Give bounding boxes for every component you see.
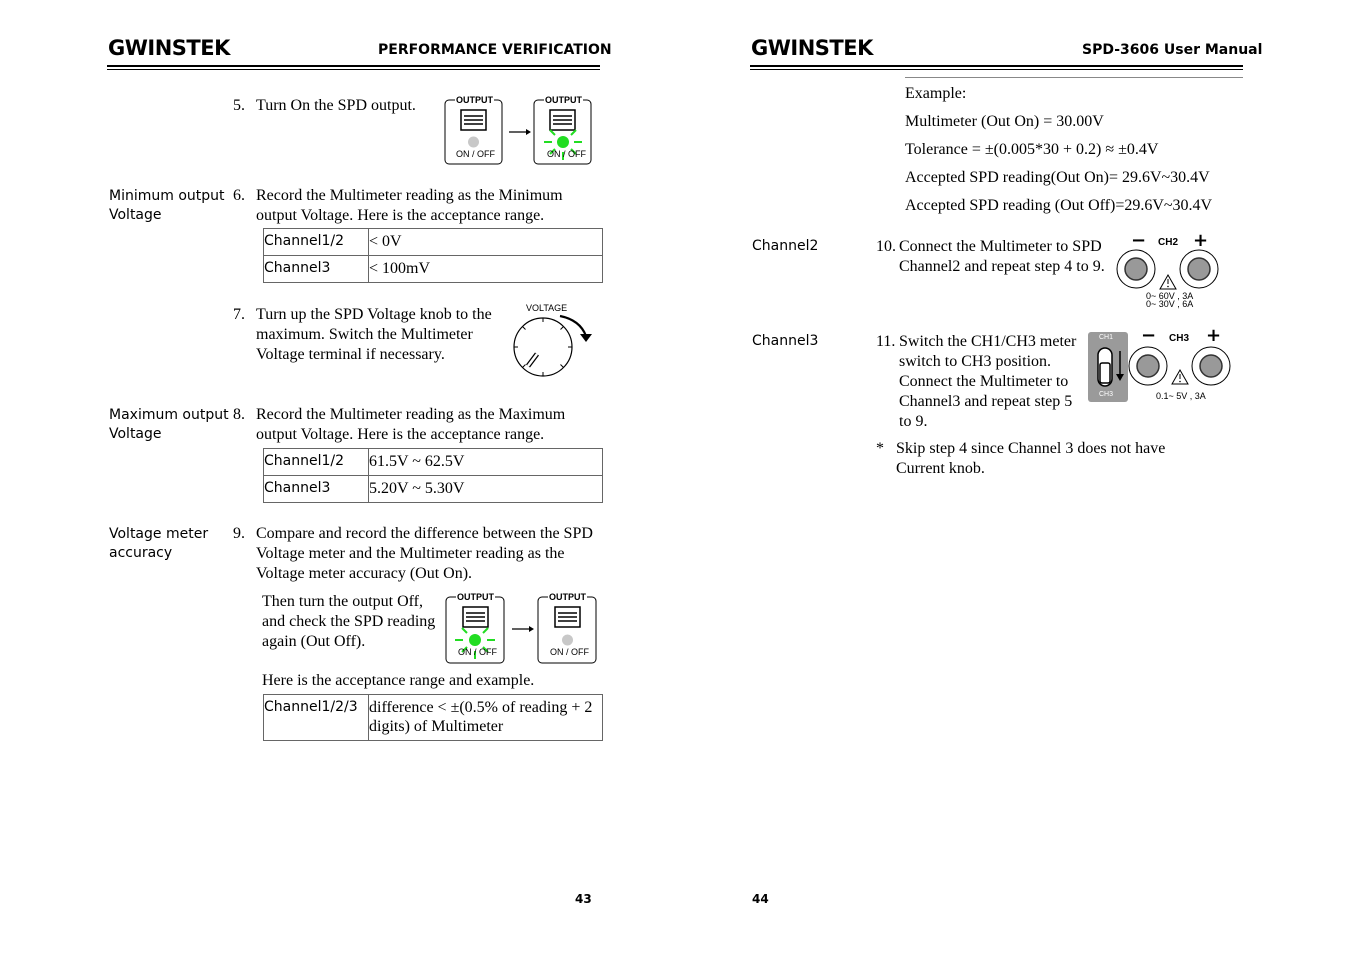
example-line: Multimeter (Out On) = 30.00V (905, 113, 1104, 130)
ch3-label: CH3 (1169, 333, 1190, 344)
ch2-rating: 0~ 60V , 3A (1146, 291, 1194, 301)
voltage-knob-icon (508, 312, 594, 382)
table-cell: Channel1/2 (264, 449, 369, 476)
ch2-rating: 0~ 30V , 6A (1146, 299, 1194, 309)
step-text: Record the Multimeter reading as the Maximum output Voltage. Here is the acceptance range. (256, 406, 566, 443)
table-cell: 5.20V ~ 5.30V (369, 476, 603, 503)
table-cell: Channel1/2 (264, 229, 369, 256)
voltage-knob-label: VOLTAGE (526, 303, 568, 313)
table-cell: Channel3 (264, 256, 369, 283)
example-line: Accepted SPD reading (Out Off)=29.6V~30.4V (905, 197, 1213, 214)
plus-icon: + (1206, 325, 1222, 346)
example-line: Example: (905, 85, 967, 102)
note-marker: * (876, 440, 884, 457)
step-text: Compare and record the difference between the SPD Voltage meter and the Multimeter reading as the Voltage meter accuracy (Out On). (256, 525, 593, 582)
max-voltage-table (263, 448, 603, 503)
step-number: 8. (233, 406, 245, 423)
section-label-min-output: Minimum output Voltage (109, 188, 225, 223)
table-cell: Channel3 (264, 476, 369, 503)
section-label-voltage-accuracy: Voltage meter accuracy (109, 526, 209, 561)
table-row (264, 449, 603, 476)
step-text: Turn On the SPD output. (256, 97, 416, 114)
step-text: Record the Multimeter reading as the Minimum output Voltage. Here is the acceptance range. (256, 187, 563, 224)
onoff-label: ON / OFF (456, 149, 495, 159)
output-label: OUTPUT (457, 592, 494, 602)
onoff-label: ON / OFF (547, 149, 586, 159)
table-row (264, 256, 603, 283)
ch2-terminals-diagram (1114, 246, 1224, 296)
page-header-title: PERFORMANCE VERIFICATION (378, 42, 612, 58)
step-number: 10. (876, 238, 896, 255)
header-rule-thin (107, 69, 600, 70)
table-cell: difference < ±(0.5% of reading + 2 digits) of Multimeter (369, 695, 603, 741)
onoff-label: ON / OFF (550, 647, 589, 657)
brand-logo: GWINSTEK (108, 36, 230, 60)
section-label-channel3: Channel3 (752, 333, 819, 349)
ch3-rating: 0.1~ 5V , 3A (1156, 391, 1206, 401)
step-number: 9. (233, 525, 245, 542)
onoff-label: ON / OFF (458, 647, 497, 657)
min-voltage-table (263, 228, 603, 283)
brand-logo: GWINSTEK (751, 36, 873, 60)
table-row (264, 476, 603, 503)
output-label: OUTPUT (545, 95, 582, 105)
page-number: 44 (752, 892, 769, 906)
step-text: Here is the acceptance range and example. (262, 672, 535, 689)
plus-icon: + (1193, 230, 1209, 251)
header-rule (750, 65, 1243, 67)
table-row (264, 695, 603, 741)
table-cell: 61.5V ~ 62.5V (369, 449, 603, 476)
page-number: 43 (575, 892, 592, 906)
step-text: Switch the CH1/CH3 meter switch to CH3 position. Connect the Multimeter to Channel3 and repeat step 5 to 9. (899, 333, 1077, 430)
continuation-rule (905, 77, 1243, 78)
step-text: Connect the Multimeter to SPD Channel2 and repeat step 4 to 9. (899, 238, 1105, 275)
step-text: Turn up the SPD Voltage knob to the maximum. Switch the Multimeter Voltage terminal if necessary. (256, 306, 492, 363)
page-header-title: SPD-3606 User Manual (1082, 42, 1263, 58)
output-label: OUTPUT (549, 592, 586, 602)
output-label: OUTPUT (456, 95, 493, 105)
table-cell: < 0V (369, 229, 603, 256)
switch-ch3-label: CH3 (1099, 391, 1114, 398)
example-line: Accepted SPD reading(Out On)= 29.6V~30.4V (905, 169, 1210, 186)
step-number: 7. (233, 306, 245, 323)
minus-icon: − (1131, 230, 1147, 251)
table-row (264, 229, 603, 256)
section-label-channel2: Channel2 (752, 238, 819, 254)
note-text: Skip step 4 since Channel 3 does not have Current knob. (896, 440, 1166, 477)
header-rule (107, 65, 600, 67)
table-cell: Channel1/2/3 (264, 695, 369, 741)
accuracy-table (263, 694, 603, 741)
example-line: Tolerance = ±(0.005*30 + 0.2) ≈ ±0.4V (905, 141, 1159, 158)
section-label-max-output: Maximum output Voltage (109, 407, 229, 442)
step-number: 11. (876, 333, 896, 350)
header-rule-thin (750, 69, 1243, 70)
minus-icon: − (1141, 325, 1157, 346)
table-cell: < 100mV (369, 256, 603, 283)
step-number: 6. (233, 187, 245, 204)
step-number: 5. (233, 97, 245, 114)
switch-ch1-label: CH1 (1099, 334, 1114, 341)
step-text: Then turn the output Off, and check the SPD reading again (Out Off). (262, 593, 436, 650)
ch2-label: CH2 (1158, 237, 1179, 248)
